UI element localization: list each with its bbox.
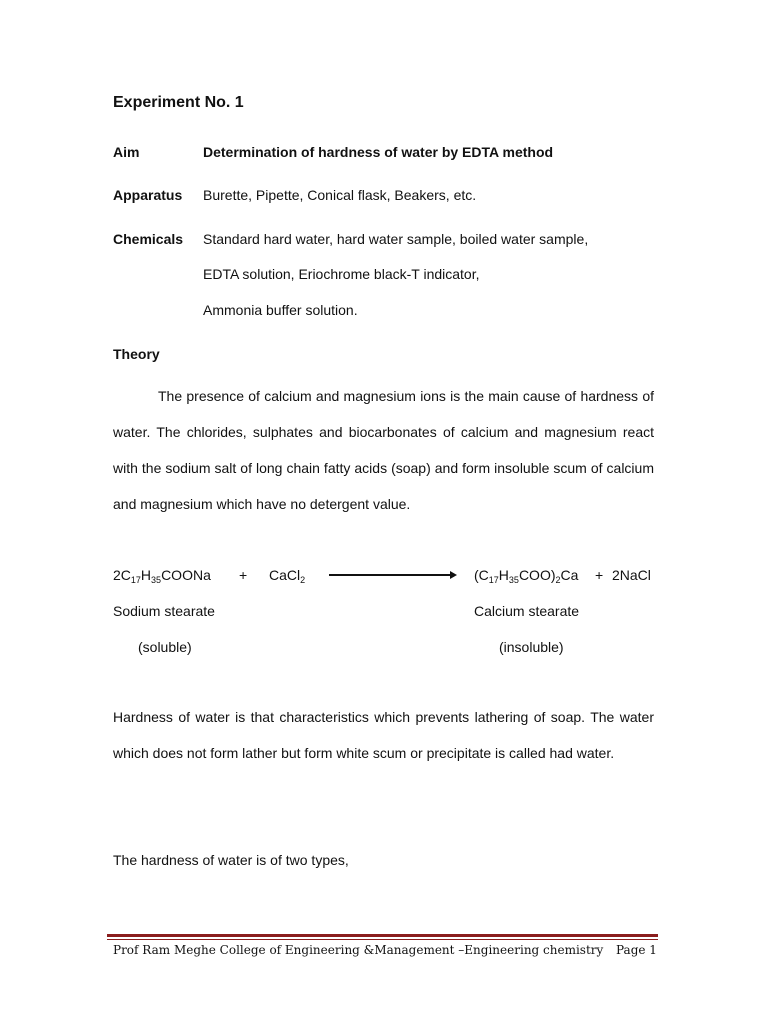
theory-paragraph: The presence of calcium and magnesium ions is the main cause of hardness of water. The chlorides, sulphates and biocarbonates of calcium and magnesium react with the sodium salt of long chain fatty acids (soap) and form insoluble scum of calcium and magnesium which have no detergent value.: [113, 388, 654, 512]
plus-sign: +: [239, 567, 248, 583]
reactant-sodium-stearate: $2C_{17}H_{35}COONa$: [113, 567, 211, 585]
aim-label: Aim: [113, 144, 140, 160]
right-compound-name: Calcium stearate: [474, 603, 580, 619]
left-solubility: (soluble): [138, 639, 192, 655]
apparatus-label: Apparatus: [113, 187, 183, 203]
apparatus-value: Burette, Pipette, Conical flask, Beakers, etc.: [203, 187, 477, 203]
footer-rule-thin: [107, 939, 658, 940]
hardness-types-text: The hardness of water is of two types,: [113, 852, 349, 868]
aim-value: Determination of hardness of water by EDTA method: [203, 144, 554, 160]
hardness-definition-paragraph: Hardness of water is that characteristics which prevents lathering of soap. The water which does not form lather but form white scum or precipitate is called had water.: [113, 709, 654, 761]
right-solubility: (insoluble): [499, 639, 564, 655]
reactant-calcium-chloride: CaCl$_2$: [269, 567, 306, 585]
reaction-arrow: [329, 574, 455, 576]
footer-rule: [107, 934, 658, 937]
product-sodium-chloride: 2NaCl: [612, 567, 651, 583]
theory-heading: Theory: [113, 346, 160, 362]
chemicals-label: Chemicals: [113, 231, 184, 247]
page-title: Experiment No. 1: [113, 94, 244, 111]
chemicals-line: Standard hard water, hard water sample, boiled water sample,: [203, 231, 589, 247]
plus-sign: +: [595, 567, 604, 583]
product-calcium-stearate: $(C_{17}H_{35}COO)_2Ca$: [474, 567, 579, 585]
left-compound-name: Sodium stearate: [113, 603, 215, 619]
footer-page-number: Page 1: [616, 943, 657, 957]
chemicals-line: Ammonia buffer solution.: [203, 302, 358, 318]
chemicals-line: EDTA solution, Eriochrome black-T indicator,: [203, 266, 480, 282]
footer-college: Prof Ram Meghe College of Engineering &Management –Engineering chemistry: [113, 943, 604, 957]
